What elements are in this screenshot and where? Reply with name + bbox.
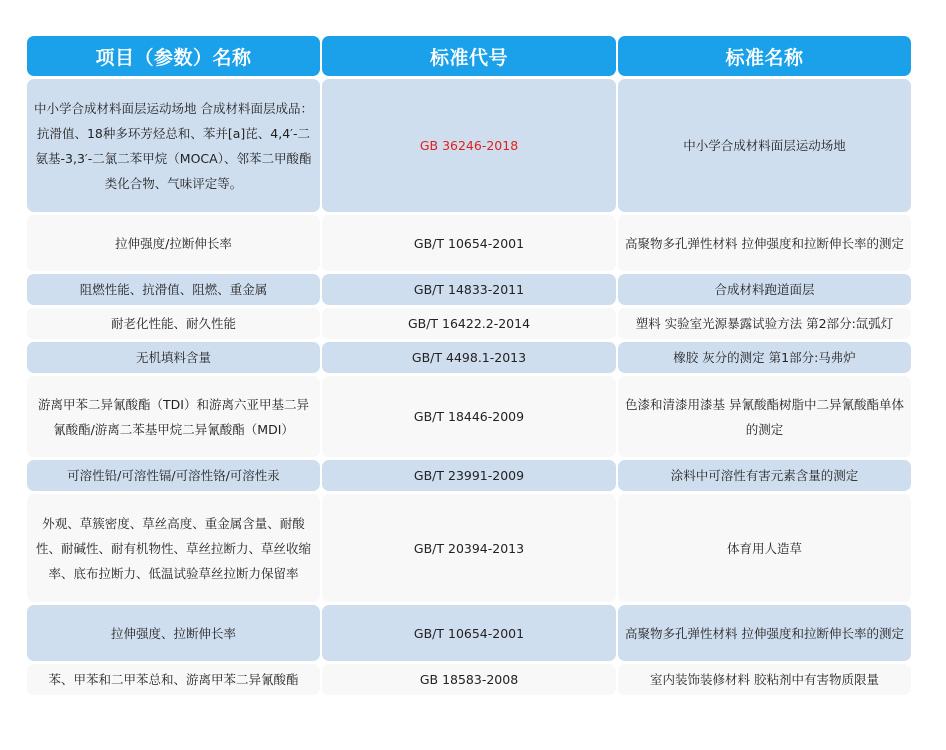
table-row-standard-name: 高聚物多孔弹性材料 拉伸强度和拉断伸长率的测定 [618,605,911,661]
table-row-code: GB/T 4498.1-2013 [322,342,616,373]
table-row-standard-name: 橡胶 灰分的测定 第1部分:马弗炉 [618,342,911,373]
table-row-item: 阻燃性能、抗滑值、阻燃、重金属 [27,274,320,305]
table-row-item: 游离甲苯二异氰酸酯（TDI）和游离六亚甲基二异氰酸酯/游离二苯基甲烷二异氰酸酯（MDI） [27,376,320,457]
table-row-code: GB 18583-2008 [322,664,616,695]
table-row-standard-name: 中小学合成材料面层运动场地 [618,79,911,212]
header-standard-name: 标准名称 [618,36,911,76]
table-row-standard-name: 室内装饰装修材料 胶粘剂中有害物质限量 [618,664,911,695]
table-row-code: GB 36246-2018 [322,79,616,212]
table-row-item: 可溶性铅/可溶性镉/可溶性铬/可溶性汞 [27,460,320,491]
header-item-name: 项目（参数）名称 [27,36,320,76]
table-row-code: GB/T 10654-2001 [322,215,616,271]
standards-table [27,36,910,695]
table-row-item: 拉伸强度/拉断伸长率 [27,215,320,271]
table-row-item: 苯、甲苯和二甲苯总和、游离甲苯二异氰酸酯 [27,664,320,695]
table-row-code: GB/T 20394-2013 [322,494,616,602]
table-row-standard-name: 合成材料跑道面层 [618,274,911,305]
header-standard-code: 标准代号 [322,36,616,76]
table-row-standard-name: 高聚物多孔弹性材料 拉伸强度和拉断伸长率的测定 [618,215,911,271]
table-row-item: 耐老化性能、耐久性能 [27,308,320,339]
table-row-item: 外观、草簇密度、草丝高度、重金属含量、耐酸性、耐碱性、耐有机物性、草丝拉断力、草丝收缩率、底布拉断力、低温试验草丝拉断力保留率 [27,494,320,602]
table-row-item: 无机填料含量 [27,342,320,373]
table-row-standard-name: 塑料 实验室光源暴露试验方法 第2部分:氙弧灯 [618,308,911,339]
table-row-standard-name: 色漆和清漆用漆基 异氰酸酯树脂中二异氰酸酯单体的测定 [618,376,911,457]
table-row-item: 拉伸强度、拉断伸长率 [27,605,320,661]
table-row-code: GB/T 16422.2-2014 [322,308,616,339]
table-row-code: GB/T 23991-2009 [322,460,616,491]
table-row-code: GB/T 14833-2011 [322,274,616,305]
table-row-code: GB/T 10654-2001 [322,605,616,661]
table-row-code: GB/T 18446-2009 [322,376,616,457]
table-row-standard-name: 体育用人造草 [618,494,911,602]
table-row-standard-name: 涂料中可溶性有害元素含量的测定 [618,460,911,491]
table-row-item: 中小学合成材料面层运动场地 合成材料面层成品：抗滑值、18种多环芳烃总和、苯并[a]芘、4,4′-二氨基-3,3′-二氯二苯甲烷（MOCA）、邻苯二甲酸酯类化合物、气味评定等。 [27,79,320,212]
